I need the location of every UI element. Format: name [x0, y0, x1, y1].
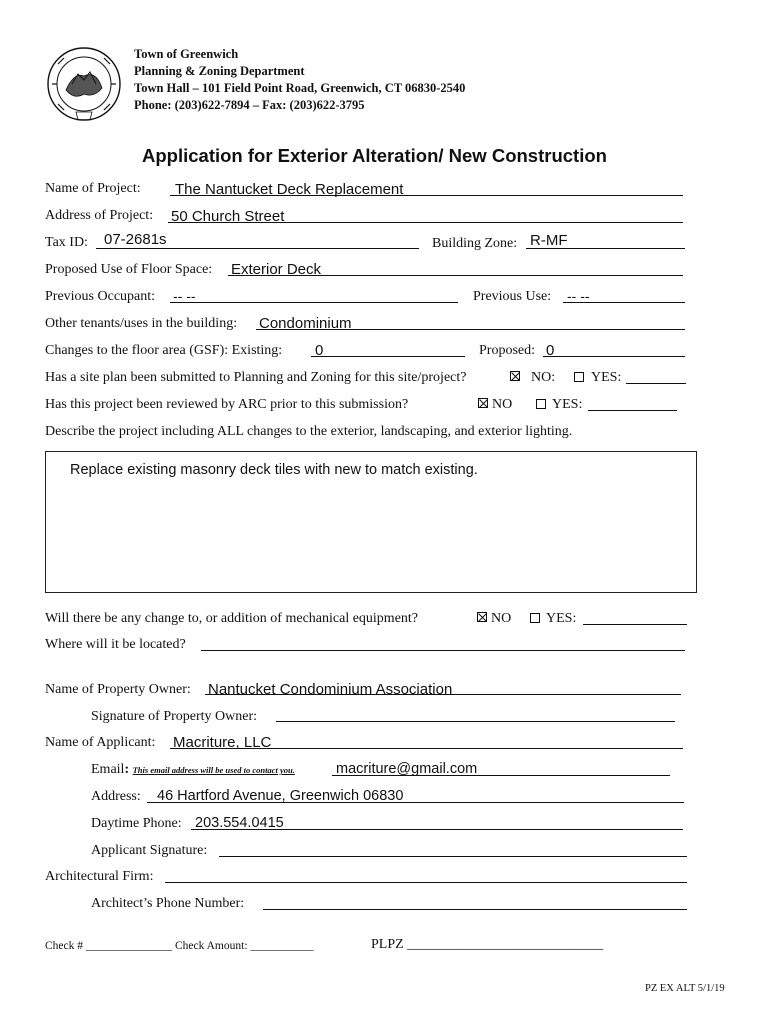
building-zone-value[interactable]: R-MF	[530, 232, 568, 249]
arc-yes-label: YES:	[552, 397, 583, 412]
department-phone: Phone: (203)622-7894 – Fax: (203)622-3795	[134, 98, 365, 112]
seal-text	[84, 51, 86, 52]
header-block	[134, 46, 465, 114]
location-label: Where will it be located?	[45, 637, 186, 652]
arch-firm-label: Architectural Firm:	[45, 869, 154, 884]
applicant-signature-line[interactable]	[219, 856, 687, 857]
floor-area-proposed-line[interactable]	[543, 356, 685, 357]
site-plan-yes-label: YES:	[591, 370, 622, 385]
location-line[interactable]	[201, 650, 685, 651]
form-code: PZ EX ALT 5/1/19	[645, 983, 725, 994]
mechanical-no-label: NO	[491, 611, 512, 626]
address-value[interactable]: 46 Hartford Avenue, Greenwich 06830	[157, 788, 404, 804]
describe-label: Describe the project including ALL changes to the exterior, landscaping, and exterior lighting.	[45, 424, 573, 439]
arc-no-label: NO	[492, 397, 513, 412]
site-plan-no-checkbox[interactable]	[510, 371, 520, 381]
floor-area-existing-line[interactable]	[311, 356, 465, 357]
previous-occupant-label: Previous Occupant:	[45, 289, 156, 304]
previous-occupant-line[interactable]	[170, 302, 458, 303]
email-label-group	[91, 762, 295, 778]
applicant-name-label: Name of Applicant:	[45, 735, 156, 750]
site-plan-yes-checkbox[interactable]	[574, 372, 584, 382]
email-colon: :	[124, 762, 130, 777]
applicant-name-value[interactable]: Macriture, LLC	[173, 734, 272, 751]
mechanical-yes-label: YES:	[546, 611, 577, 626]
arc-yes-line[interactable]	[588, 410, 677, 411]
owner-signature-label: Signature of Property Owner:	[91, 709, 258, 724]
town-seal	[44, 44, 124, 126]
floor-area-label: Changes to the floor area (GSF): Existing:	[45, 343, 283, 358]
tax-id-line[interactable]	[96, 248, 419, 249]
check-fields: Check # _______________ Check Amount: ___________	[45, 940, 314, 952]
description-value[interactable]: Replace existing masonry deck tiles with new to match existing.	[70, 462, 478, 478]
address-label: Address:	[91, 789, 141, 804]
town-name: Town of Greenwich	[134, 47, 239, 61]
owner-signature-line[interactable]	[276, 721, 675, 722]
previous-occupant-value[interactable]: -- --	[173, 288, 196, 304]
building-zone-label: Building Zone:	[432, 236, 518, 251]
project-name-label: Name of Project:	[45, 181, 141, 196]
tax-id-value[interactable]: 07-2681s	[104, 231, 167, 248]
project-name-value[interactable]: The Nantucket Deck Replacement	[175, 181, 404, 198]
arc-no-checkbox[interactable]	[478, 398, 488, 408]
daytime-phone-label: Daytime Phone:	[91, 816, 182, 831]
email-note: This email address will be used to contact you.	[132, 765, 295, 775]
description-box[interactable]	[45, 451, 697, 593]
floor-area-existing-value[interactable]: 0	[315, 342, 324, 359]
department-address: Town Hall – 101 Field Point Road, Greenwich, CT 06830-2540	[134, 81, 466, 95]
site-plan-yes-line[interactable]	[626, 383, 686, 384]
email-value[interactable]: macriture@gmail.com	[336, 761, 478, 777]
arc-yes-checkbox[interactable]	[536, 399, 546, 409]
email-label: Email	[91, 762, 125, 777]
department-name: Planning & Zoning Department	[134, 64, 305, 78]
site-plan-no-label: NO:	[531, 370, 556, 385]
proposed-use-label: Proposed Use of Floor Space:	[45, 262, 213, 277]
arch-phone-label: Architect’s Phone Number:	[91, 896, 245, 911]
arch-firm-line[interactable]	[165, 882, 687, 883]
project-address-label: Address of Project:	[45, 208, 154, 223]
applicant-signature-label: Applicant Signature:	[91, 843, 208, 858]
plpz-field: PLPZ ____________________________	[371, 937, 604, 952]
other-tenants-label: Other tenants/uses in the building:	[45, 316, 238, 331]
mechanical-yes-line[interactable]	[583, 624, 687, 625]
daytime-phone-value[interactable]: 203.554.0415	[195, 815, 284, 831]
arc-question: Has this project been reviewed by ARC prior to this submission?	[45, 397, 409, 412]
previous-use-label: Previous Use:	[473, 289, 552, 304]
owner-name-label: Name of Property Owner:	[45, 682, 191, 697]
proposed-use-value[interactable]: Exterior Deck	[231, 261, 322, 278]
mechanical-yes-checkbox[interactable]	[530, 613, 540, 623]
owner-name-value[interactable]: Nantucket Condominium Association	[208, 681, 453, 698]
floor-area-proposed-label: Proposed:	[479, 343, 535, 358]
project-address-value[interactable]: 50 Church Street	[171, 208, 285, 225]
mechanical-question: Will there be any change to, or addition of mechanical equipment?	[45, 611, 419, 626]
page-title: Application for Exterior Alteration/ New Construction	[142, 145, 607, 166]
site-plan-question: Has a site plan been submitted to Planning and Zoning for this site/project?	[45, 370, 467, 385]
arch-phone-line[interactable]	[263, 909, 687, 910]
previous-use-value[interactable]: -- --	[567, 288, 590, 304]
other-tenants-value[interactable]: Condominium	[259, 315, 352, 332]
mechanical-no-checkbox[interactable]	[477, 612, 487, 622]
floor-area-proposed-value[interactable]: 0	[546, 342, 555, 359]
tax-id-label: Tax ID:	[45, 235, 88, 250]
